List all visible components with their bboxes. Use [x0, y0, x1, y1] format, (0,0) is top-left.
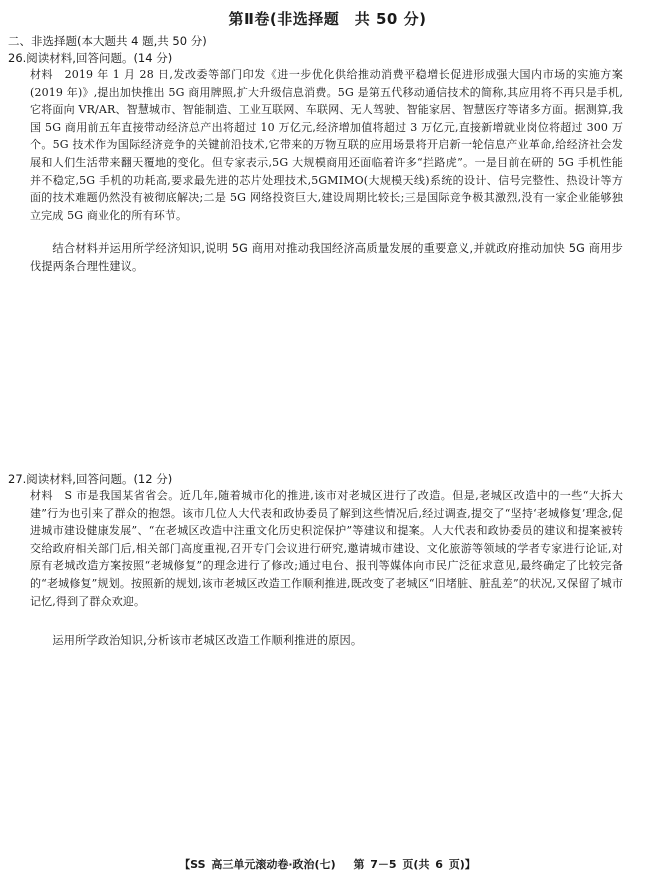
question-27-material: 材料 S 市是我国某省省会。近几年,随着城市化的推进,该市对老城区进行了改造。但是,老城区改造中的一些“大拆大建”行为也引来了群众的抱怨。该市几位人大代表和政协委员了解到这些情况后,经过调查,提交了“坚持‘老城修复’理念,促进城市建设健康发展”、“在老城区改造中注重文化历史积淀保护”等建议和提案。人大代表和政协委员的建议和提案被转交给政府相关部门后,相关部门高度重视,召开专门会议进行研究,邀请城市建设、文化旅游等领域的学者专家进行论证,对原有老城改造方案按照“老城修复”的理念进行了修改;通过电台、报刊等媒体向市民广泛征求意见,最终确定了比较完备的“老城修复”规划。按照新的规划,该市老城区改造工作顺利推进,既改变了老城区“旧堵脏、脏乱差”的状况,又保留了城市记忆,得到了群众欢迎。	[30, 489, 623, 608]
page-footer	[0, 856, 655, 872]
question-26-task: 结合材料并运用所学经济知识,说明 5G 商用对推动我国经济高质量发展的重要意义,并就政府推动加快 5G 商用步伐提两条合理性建议。	[30, 242, 623, 273]
question-27-heading: 27.阅读材料,回答问题。(12 分)	[8, 472, 173, 486]
question-27-task: 运用所学政治知识,分析该市老城区改造工作顺利推进的原因。	[52, 634, 363, 647]
section-heading: 二、非选择题(本大题共 4 题,共 50 分)	[8, 34, 207, 48]
question-26-heading: 26.阅读材料,回答问题。(14 分)	[8, 51, 173, 65]
question-26-material: 材料 2019 年 1 月 28 日,发改委等部门印发《进一步优化供给推动消费平稳增长促进形成强大国内市场的实施方案(2019 年)》,提出加快推出 5G 商用牌照,扩大升级信息消费。5G 是第五代移动通信技术的简称,其应用将不再只是手机,它将面向 VR/AR、智慧城市、智能制造、工业互联网、车联网、无人驾驶、智能家居、智慧医疗等诸多方面。据测算,我国 5G 商用前五年直接带动经济总产出将超过 10 万亿元,经济增加值将超过 3 万亿元,直接新增就业岗位将超过 300 万个。5G 技术作为国际经济竞争的关键前沿技术,它带来的万物互联的应用场景将开启新一轮信息产业革命,给经济社会发展和人们生活带来翻天覆地的变化。但专家表示,5G 大规模商用还面临着许多“拦路虎”。一是目前在研的 5G 手机性能并不稳定,5G 手机的功耗高,要求最先进的芯片处理技术,5GMIMO(大规模天线)系统的设计、信号完整性、热设计等方面的技术难题仍然没有被彻底解决;二是 5G 网络投资巨大,建设周期比较长;三是国际竞争极其激烈,没有一家企业能够独立完成 5G 商业化的所有环节。	[30, 68, 623, 222]
footer-page-number: 第 7－5 页(共 6 页)】	[353, 858, 476, 871]
footer-exam-name: 【SS 高三单元滚动卷·政治(七)	[179, 858, 336, 871]
part-title: 第Ⅱ卷(非选择题 共 50 分)	[228, 10, 427, 28]
